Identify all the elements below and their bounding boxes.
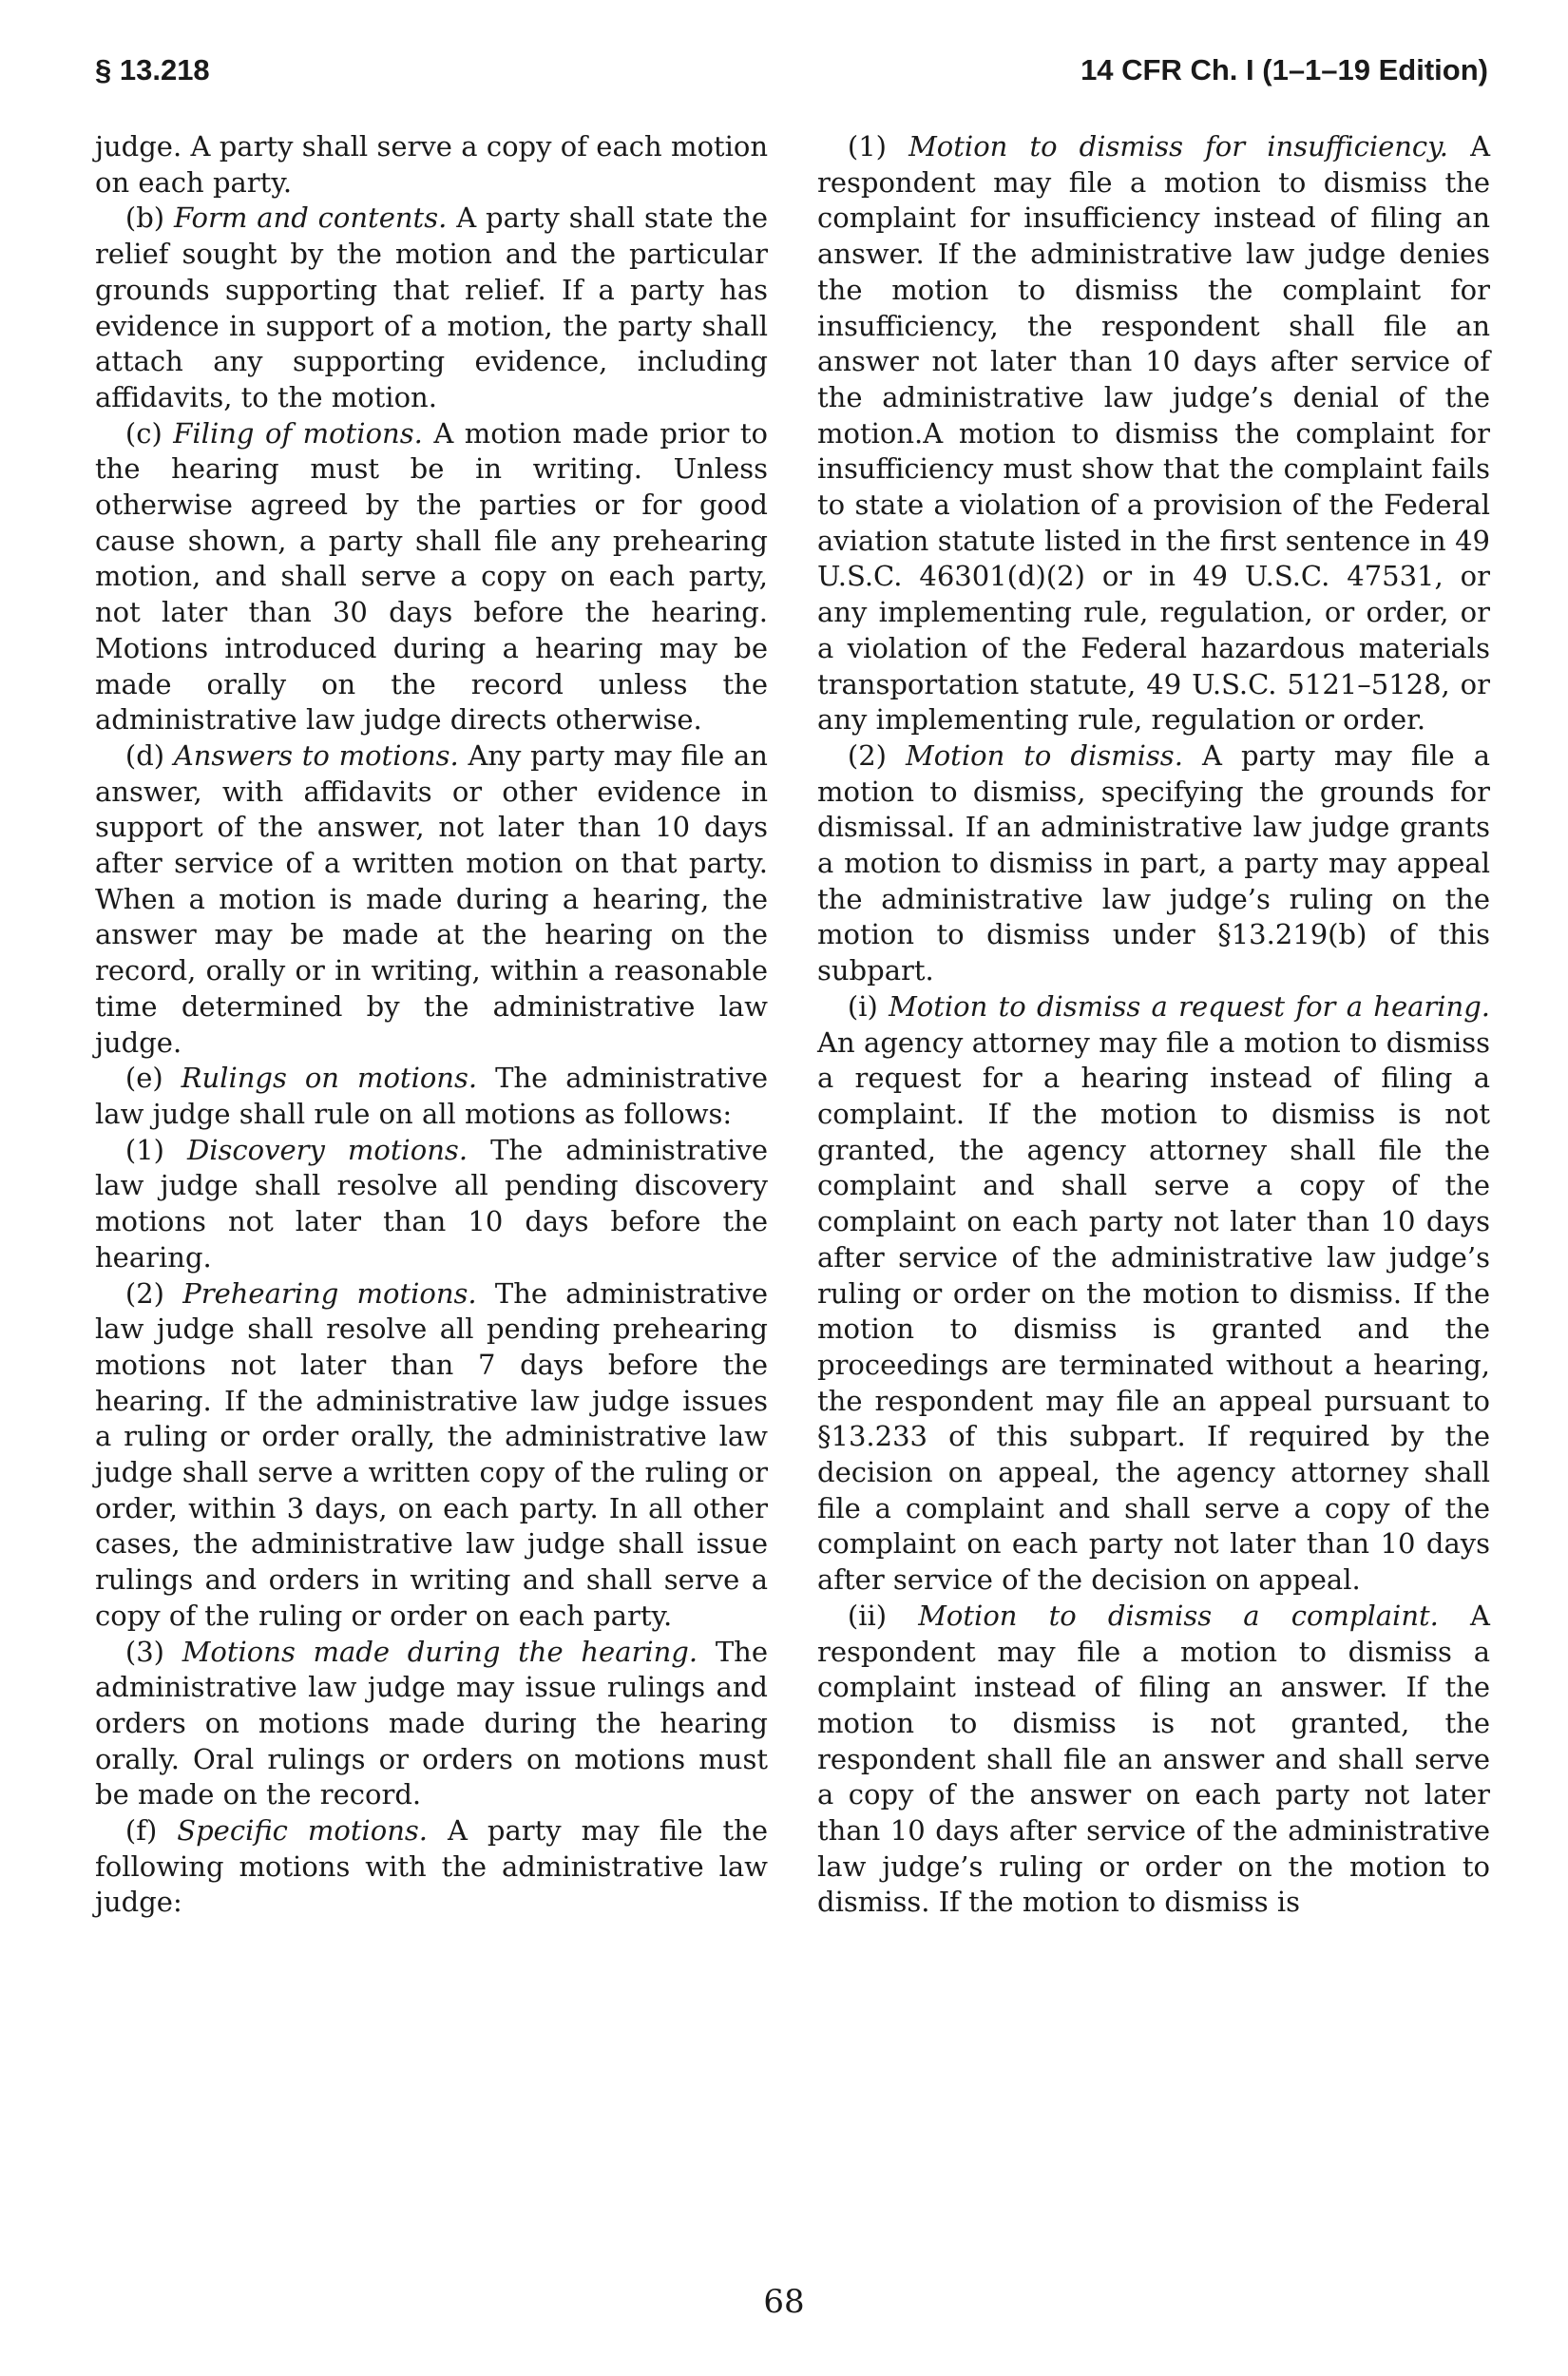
paragraph-text: A party shall state the relief sought by the motion and the particular grounds supporting that relief. If a party has evidence in support of a motion, the party shall attach any supporting evidence, including affidavits, to the motion.: [95, 201, 769, 413]
paragraph-caption: Motion to dismiss a request for a hearing.: [889, 989, 1491, 1023]
paragraph-label: (1): [847, 130, 887, 163]
paragraph-caption: Motion to dismiss.: [906, 738, 1183, 772]
paragraph: [95, 1061, 768, 1132]
paragraph-text: A respondent may file a motion to dismiss the complaint for insufficiency instead of filing an answer. If the administrative law judge denies the motion to dismiss the complaint for insufficiency, the respondent shall file an answer not later than 10 days after service of the administrative law judge’s denial of the motion.A motion to dismiss the complaint for insufficiency must show that the complaint fails to state a violation of a provision of the Federal aviation statute listed in the first sentence in 49 U.S.C. 46301(d)(2) or in 49 U.S.C. 47531, or any implementing rule, regulation, or order, or a violation of the Federal hazardous materials transportation statute, 49 U.S.C. 5121–5128, or any implementing rule, regulation or order.: [817, 130, 1491, 737]
paragraph-caption: Answers to motions.: [173, 738, 459, 772]
paragraph: [95, 129, 768, 201]
paragraph: [95, 1133, 768, 1276]
left-text-column: [95, 129, 768, 1921]
paragraph-label: (b): [124, 201, 165, 235]
paragraph: [95, 1276, 768, 1635]
paragraph: [95, 201, 768, 415]
paragraph-text: The administrative law judge shall resolve all pending discovery motions not later than 10 days before the hearing.: [95, 1133, 768, 1274]
paragraph: [817, 738, 1490, 989]
paragraph: [95, 416, 768, 738]
cfr-edition: 14 CFR Ch. I (1–1–19 Edition): [1080, 53, 1488, 86]
paragraph: [817, 989, 1490, 1599]
paragraph: [95, 1813, 768, 1921]
right-text-column: [817, 129, 1490, 1921]
paragraph-caption: Prehearing motions.: [182, 1276, 477, 1310]
paragraph-label: (i): [847, 989, 878, 1023]
paragraph-label: (ii): [847, 1599, 888, 1632]
paragraph: [817, 129, 1490, 738]
paragraph-text: A motion made prior to the hearing must be in writing. Unless otherwise agreed by the parties or for good cause shown, a party shall file any prehearing motion, and shall serve a copy on each party, not later than 30 days before the hearing. Motions introduced during a hearing may be made orally on the record unless the administrative law judge directs otherwise.: [95, 416, 768, 737]
paragraph-caption: Motion to dismiss a complaint.: [918, 1599, 1439, 1632]
paragraph-caption: Rulings on motions.: [181, 1062, 478, 1095]
paragraph-text: The administrative law judge shall rule on all motions as follows:: [95, 1062, 768, 1130]
page-number: 68: [763, 2283, 805, 2321]
paragraph: [95, 1635, 768, 1814]
paragraph-text: A party may file a motion to dismiss, specifying the grounds for dismissal. If an administrative law judge grants a motion to dismiss in part, a party may appeal the administrative law judge’s ruling on the motion to dismiss under §13.219(b) of this subpart.: [817, 738, 1491, 987]
paragraph-text: The administrative law judge shall resolve all pending prehearing motions not later than 7 days before the hearing. If the administrative law judge issues a ruling or order orally, the administrative law judge shall serve a written copy of the ruling or order, within 3 days, on each party. In all other cases, the administrative law judge shall issue rulings and orders in writing and shall serve a copy of the ruling or order on each party.: [95, 1276, 769, 1632]
paragraph-text: Any party may file an answer, with affidavits or other evidence in support of the answer, not later than 10 days after service of a written motion on that party. When a motion is made during a hearing, the answer may be made at the hearing on the record, orally or in writing, within a reasonable time determined by the administrative law judge.: [95, 738, 768, 1059]
paragraph-caption: Discovery motions.: [187, 1133, 468, 1166]
paragraph-text: judge. A party shall serve a copy of each motion on each party.: [95, 130, 768, 199]
paragraph-text: An agency attorney may file a motion to dismiss a request for a hearing instead of filing a complaint. If the motion to dismiss is not granted, the agency attorney shall file the complaint and shall serve a copy of the complaint on each party not later than 10 days after service of the administrative law judge’s ruling or order on the motion to dismiss. If the motion to dismiss is granted and the proceedings are terminated without a hearing, the respondent may file an appeal pursuant to §13.233 of this subpart. If required by the decision on appeal, the agency attorney shall file a complaint and shall serve a copy of the complaint on each party not later than 10 days after service of the decision on appeal.: [817, 1025, 1490, 1597]
paragraph: [817, 1599, 1490, 1921]
paragraph-text: The administrative law judge may issue rulings and orders on motions made during the hearing orally. Oral rulings or orders on motions must be made on the record.: [95, 1635, 769, 1811]
page-header: [95, 53, 1488, 95]
paragraph-label: (f): [124, 1814, 158, 1848]
paragraph-text: A party may file the following motions with the administrative law judge:: [95, 1814, 769, 1919]
section-number: § 13.218: [95, 53, 210, 86]
paragraph-label: (e): [124, 1062, 163, 1095]
paragraph-label: (d): [124, 738, 165, 772]
paragraph-caption: Form and contents.: [174, 201, 448, 235]
paragraph-label: (2): [124, 1276, 164, 1310]
paragraph-label: (c): [124, 416, 163, 450]
paragraph-caption: Motion to dismiss for insufficiency.: [908, 130, 1448, 163]
paragraph-caption: Specific motions.: [177, 1814, 429, 1848]
paragraph: [95, 738, 768, 1061]
paragraph-caption: Filing of motions.: [173, 416, 423, 450]
paragraph-label: (1): [124, 1133, 164, 1166]
paragraph-label: (3): [124, 1635, 164, 1668]
paragraph-caption: Motions made during the hearing.: [182, 1635, 698, 1668]
paragraph-label: (2): [847, 738, 887, 772]
paragraph-text: A respondent may file a motion to dismiss a complaint instead of filing an answer. If the motion to dismiss is not granted, the respondent shall file an answer and shall serve a copy of the answer on each party not later than 10 days after service of the administrative law judge’s ruling or order on the motion to dismiss. If the motion to dismiss is: [817, 1599, 1490, 1919]
